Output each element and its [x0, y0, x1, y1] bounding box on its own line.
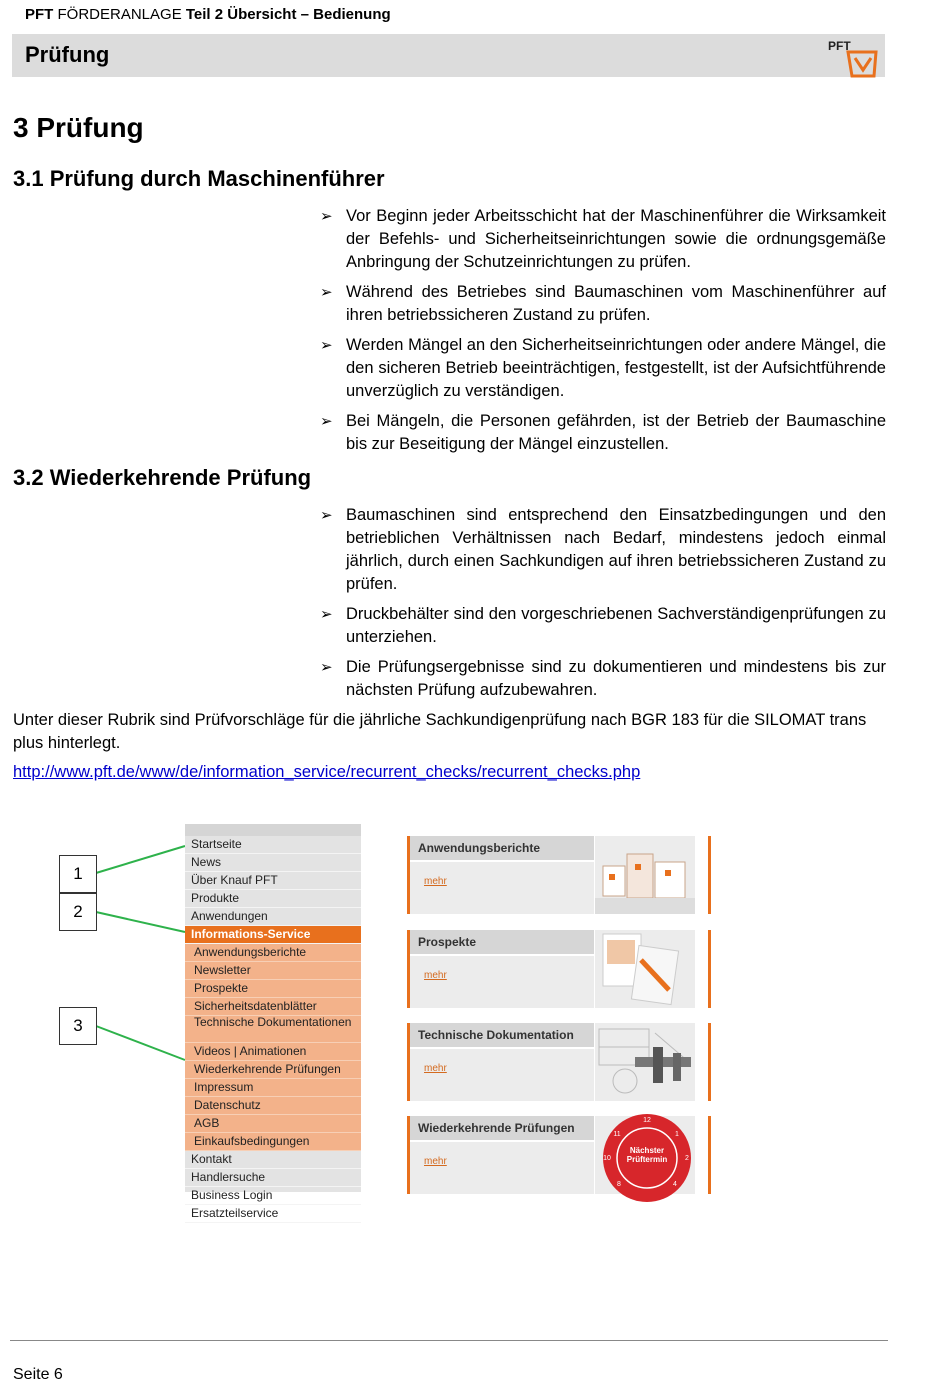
section-3-2-heading: 3.2 Wiederkehrende Prüfung: [13, 465, 312, 490]
header-part: Teil 2 Übersicht – Bedienung: [185, 6, 391, 23]
arrow-bullet-icon: ➢: [320, 606, 333, 623]
card-title: Wiederkehrende Prüfungen: [410, 1116, 594, 1140]
section-title: Prüfung: [25, 42, 110, 67]
menu-item[interactable]: Ersatzteilservice: [185, 1205, 361, 1223]
menu-item[interactable]: Produkte: [185, 890, 361, 908]
submenu-item[interactable]: AGB: [185, 1115, 361, 1133]
more-link[interactable]: mehr: [424, 970, 447, 981]
list-item: ➢ Die Prüfungsergebnisse sind zu dokumentieren und mindestens bis zur nächsten Prüfung aufzubewahren.: [320, 658, 886, 699]
recurrent-checks-link[interactable]: http://www.pft.de/www/de/information_service/recurrent_checks/recurrent_checks.php: [13, 763, 641, 781]
more-link[interactable]: mehr: [424, 1063, 447, 1074]
card-title: Anwendungsberichte: [410, 836, 594, 860]
pft-logo: [826, 38, 878, 78]
arrow-bullet-icon: ➢: [320, 337, 333, 354]
submenu-item[interactable]: Anwendungsberichte: [185, 944, 361, 962]
list-item: ➢ Während des Betriebes sind Baumaschinen vom Maschinenführer auf ihren betriebssicheren Zustand zu prüfen.: [320, 283, 886, 324]
arrow-bullet-icon: ➢: [320, 413, 333, 430]
footer-divider: [10, 1340, 888, 1341]
section-3-1-bullets: [320, 205, 886, 463]
submenu-item[interactable]: Sicherheitsdatenblätter: [185, 998, 361, 1016]
buildings-image: [595, 836, 695, 914]
section-3-1-heading: 3.1 Prüfung durch Maschinenführer: [13, 166, 385, 191]
header-brand: PFT: [25, 6, 54, 23]
page-number: Seite 6: [13, 1366, 63, 1383]
menu-item[interactable]: Anwendungen: [185, 908, 361, 926]
callout-2: 2: [59, 893, 97, 931]
note-paragraph: Unter dieser Rubrik sind Prüfvorschläge für die jährliche Sachkundigenprüfung nach BGR 183 für die SILOMAT trans plus hinterlegt.: [13, 711, 867, 752]
running-header: [25, 6, 391, 23]
svg-text:4: 4: [673, 1181, 677, 1188]
submenu-item[interactable]: Einkaufsbedingungen: [185, 1133, 361, 1151]
menu-item[interactable]: Startseite: [185, 836, 361, 854]
submenu-item[interactable]: Technische Dokumentationen: [185, 1016, 361, 1043]
card-technische-dokumentation[interactable]: [407, 1023, 711, 1101]
submenu-item[interactable]: Prospekte: [185, 980, 361, 998]
svg-text:2: 2: [685, 1155, 689, 1162]
submenu-item[interactable]: Videos | Animationen: [185, 1043, 361, 1061]
submenu-item[interactable]: Impressum: [185, 1079, 361, 1097]
submenu-item[interactable]: Newsletter: [185, 962, 361, 980]
list-item: ➢ Baumaschinen sind entsprechend den Einsatzbedingungen und den betrieblichen Verhältnissen nach Bedarf, mindestens jedoch einmal jährlich, durch einen Sachkundigen auf ihren betriebssicheren Zustand zu prüfen.: [320, 506, 886, 593]
caliper-drawing-image: [595, 1023, 695, 1101]
svg-text:8: 8: [617, 1181, 621, 1188]
list-item: ➢ Druckbehälter sind den vorgeschriebenen Sachverständigenprüfungen zu unterziehen.: [320, 605, 886, 646]
callout-1: 1: [59, 855, 97, 893]
menu-item[interactable]: Kontakt: [185, 1151, 361, 1169]
section-title-bar: [12, 34, 885, 77]
stamp-text: Nächster Prüftermin: [626, 1146, 668, 1164]
submenu-item[interactable]: Wiederkehrende Prüfungen: [185, 1061, 361, 1079]
arrow-bullet-icon: ➢: [320, 284, 333, 301]
list-item: ➢ Vor Beginn jeder Arbeitsschicht hat der Maschinenführer die Wirksamkeit der Befehls- und Sicherheitseinrichtungen sowie die ordnungsgemäße Anbringung der Schutzeinrichtungen zu prüfen.: [320, 207, 886, 271]
menu-item[interactable]: News: [185, 854, 361, 872]
svg-text:10: 10: [603, 1155, 611, 1162]
menu-item[interactable]: Business Login: [185, 1187, 361, 1205]
menu-item-active[interactable]: Informations-Service: [185, 926, 361, 944]
header-doc-name: FÖRDERANLAGE: [53, 6, 186, 23]
arrow-bullet-icon: ➢: [320, 208, 333, 225]
svg-text:12: 12: [643, 1117, 651, 1124]
menu-top-strip: [185, 824, 361, 836]
menu-item[interactable]: Handlersuche: [185, 1169, 361, 1187]
inspection-stamp-image: [595, 1116, 695, 1194]
card-title: Technische Dokumentation: [410, 1023, 594, 1047]
website-nav-menu: [185, 824, 361, 1220]
card-wiederkehrende-pruefungen[interactable]: [407, 1116, 711, 1194]
svg-text:11: 11: [613, 1131, 621, 1138]
submenu-item[interactable]: Datenschutz: [185, 1097, 361, 1115]
arrow-bullet-icon: ➢: [320, 507, 333, 524]
svg-text:1: 1: [675, 1131, 679, 1138]
arrow-bullet-icon: ➢: [320, 659, 333, 676]
list-item: ➢ Bei Mängeln, die Personen gefährden, ist der Betrieb der Baumaschine bis zur Beseitigung der Mängel einzustellen.: [320, 412, 886, 453]
card-prospekte[interactable]: [407, 930, 711, 1008]
card-title: Prospekte: [410, 930, 594, 954]
more-link[interactable]: mehr: [424, 1156, 447, 1167]
list-item: ➢ Werden Mängel an den Sicherheitseinrichtungen oder andere Mängel, die den sicheren Betrieb beeinträchtigen, festgestellt, ist der Aufsichtführende unverzüglich zu verständigen.: [320, 336, 886, 400]
section-3-2-bullets: [320, 504, 886, 709]
chapter-heading: 3 Prüfung: [13, 112, 144, 143]
svg-text:PFT: PFT: [828, 39, 851, 53]
callout-3: 3: [59, 1007, 97, 1045]
card-anwendungsberichte[interactable]: [407, 836, 711, 914]
more-link[interactable]: mehr: [424, 876, 447, 887]
brochures-image: [595, 930, 695, 1008]
menu-item[interactable]: Über Knauf PFT: [185, 872, 361, 890]
